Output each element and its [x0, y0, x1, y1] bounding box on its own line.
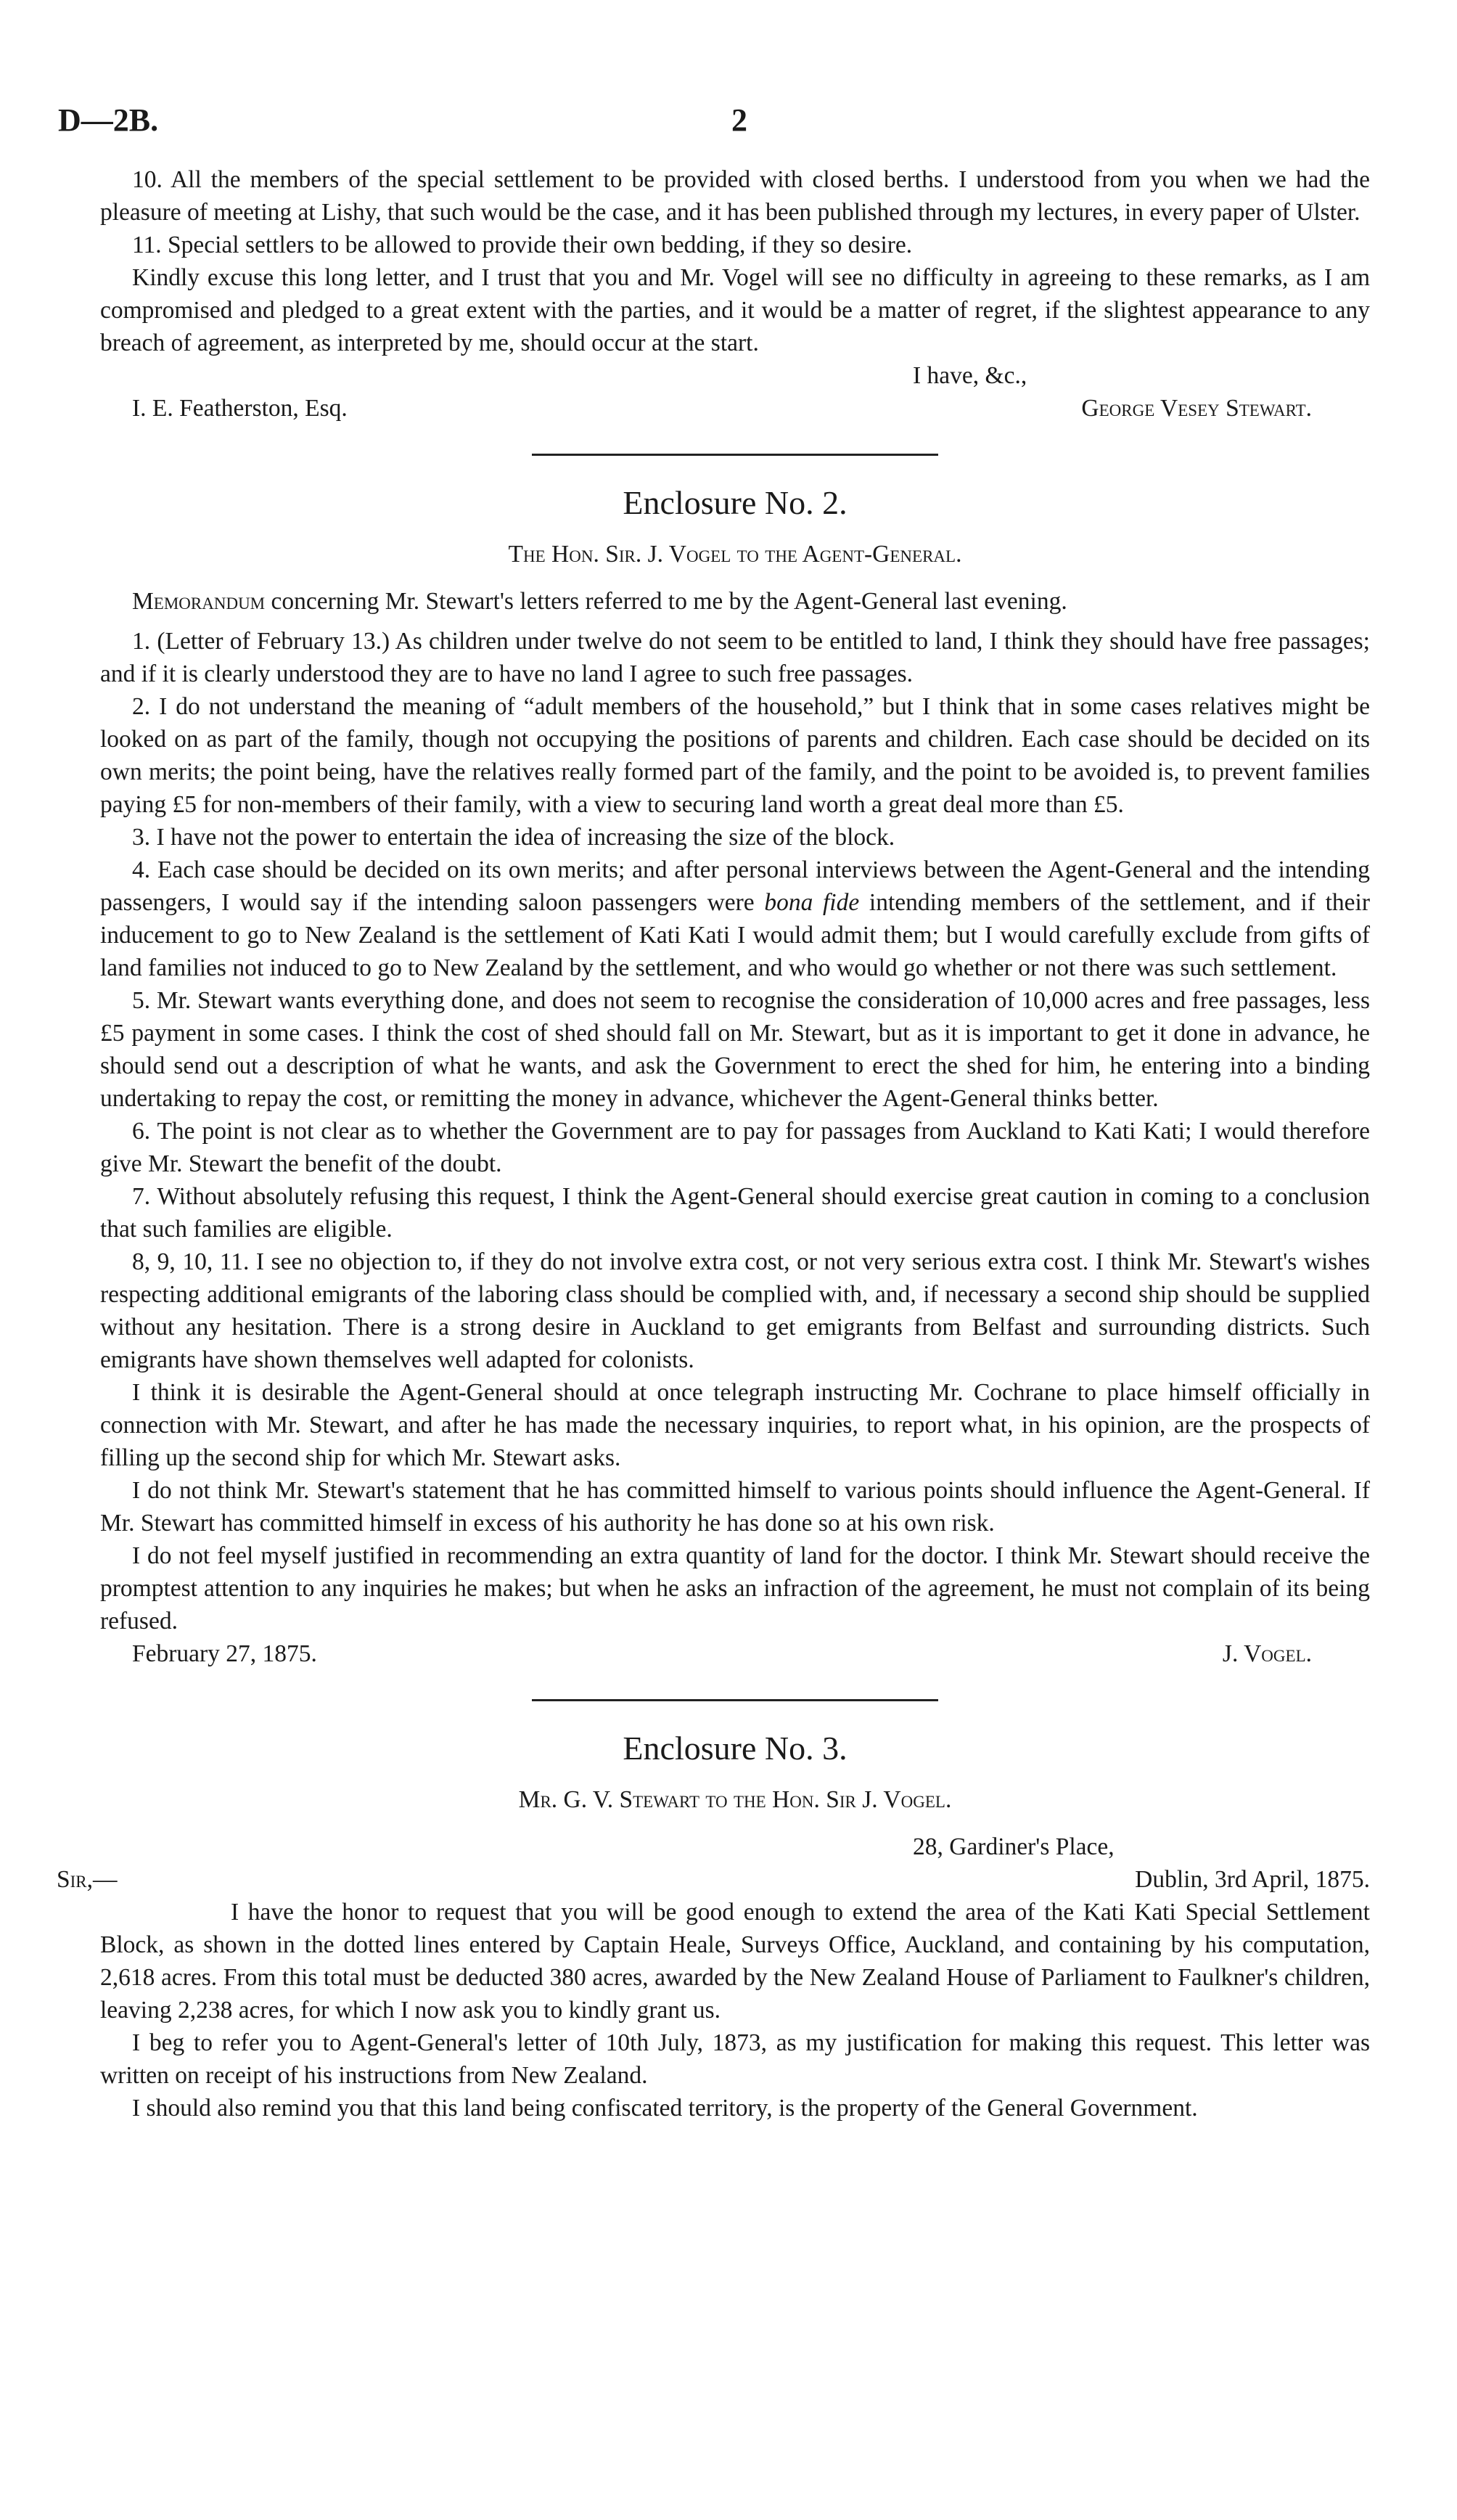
addressee: I. E. Featherston, Esq.: [132, 395, 348, 422]
paragraph: 1. (Letter of February 13.) As children under twelve do not seem to be entitled to land, I think they should have free passages; and if it is clearly understood they are to have no land I agree to such free passages.: [100, 628, 1370, 687]
enclosure-title: Enclosure No. 2.: [623, 484, 847, 521]
section-divider: [532, 454, 938, 456]
address-line: Dublin, 3rd April, 1875.: [1135, 1866, 1370, 1893]
paragraph: I have the honor to request that you will be good enough to extend the area of the Kati Kati Special Settlement Block, as shown in the dotted lines entered by Captain Heale, Surveys Office, Auckland, and containing by his computation, 2,618 acres. From this total must be deducted 380 acres, awarded by the New Zealand House of Parliament to Faulkner's children, leaving 2,238 acres, for which I now ask you to kindly grant us.: [100, 1899, 1370, 2024]
paragraph-text: 4. Each case should be decided on its own merits; and after personal interviews between the Agent-General and the intending passengers, I would say if the intending saloon passengers were: [100, 856, 1370, 916]
salutation-row: [57, 1863, 1370, 1896]
address-row: [100, 1830, 1370, 1863]
paragraph: 5. Mr. Stewart wants everything done, and does not seem to recognise the consideration of 10,000 acres and free passages, less £5 payment in some cases. I think the cost of shed should fall on Mr. Stewart, but as it is important to get it done in advance, he should send out a description of what he wants, and ask the Government to erect the shed for him, he entering into a binding undertaking to repay the cost, or remitting the money in advance, whichever the Agent-General thinks better.: [100, 987, 1370, 1112]
memorandum-intro: [100, 585, 1370, 618]
address-line: 28, Gardiner's Place,: [913, 1833, 1115, 1860]
signature-row: [100, 392, 1370, 425]
paragraph: I think it is desirable the Agent-General should at once telegraph instructing Mr. Cochrane to place himself officially in connection with Mr. Stewart, and after he has made the necessary inquiries, to report what, in his opinion, are the prospects of filling up the second ship for which Mr. Stewart asks.: [100, 1379, 1370, 1471]
page-header: [58, 102, 1399, 145]
paragraph: 7. Without absolutely refusing this request, I think the Agent-General should exercise great caution in coming to a conclusion that such families are eligible.: [100, 1183, 1370, 1243]
letter-date: February 27, 1875.: [132, 1640, 317, 1667]
document-reference: D—2B.: [58, 102, 159, 138]
paragraph: 6. The point is not clear as to whether the Government are to pay for passages from Auckland to Kati Kati; I would therefore give Mr. Stewart the benefit of the doubt.: [100, 1118, 1370, 1177]
closing-row: [100, 359, 1370, 392]
memorandum-lead: Memorandum: [132, 588, 266, 615]
paragraph: I do not think Mr. Stewart's statement that he has committed himself to various points should influence the Agent-General. If Mr. Stewart has committed himself in excess of his authority he has done so at his own risk.: [100, 1477, 1370, 1537]
paragraph: 3. I have not the power to entertain the idea of increasing the size of the block.: [132, 824, 895, 851]
paragraph: I beg to refer you to Agent-General's letter of 10th July, 1873, as my justification for making this request. This letter was written on receipt of his instructions from New Zealand.: [100, 2029, 1370, 2089]
paragraph: 11. Special settlers to be allowed to provide their own bedding, if they so desire.: [132, 232, 913, 258]
enclosure-title: Enclosure No. 3.: [623, 1730, 847, 1767]
paragraph: 10. All the members of the special settlement to be provided with closed berths. I understood from you when we had the pleasure of meeting at Lishy, that such would be the case, and it has been published through my lectures, in every paper of Ulster.: [100, 166, 1370, 226]
page-number: 2: [731, 102, 747, 138]
paragraph: 2. I do not understand the meaning of “adult members of the household,” but I think that in some cases relatives might be looked on as part of the family, though not occupying the positions of parents and children. Each case should be decided on its own merits; the point being, have the relatives really formed part of the family, and the point to be avoided is, to prevent families paying £5 for non-members of their family, with a view to securing land worth a great deal more than £5.: [100, 693, 1370, 818]
enclosure-subtitle: Mr. G. V. Stewart to the Hon. Sir J. Vogel.: [518, 1786, 952, 1813]
paragraph: [100, 854, 1370, 984]
paragraph: 8, 9, 10, 11. I see no objection to, if they do not involve extra cost, or not very serious extra cost. I think Mr. Stewart's wishes respecting additional emigrants of the laboring class should be complied with, and, if necessary a second ship should be supplied without any hesitation. There is a strong desire in Auckland to get emigrants from Belfast and surrounding districts. Such emigrants have shown themselves well adapted for colonists.: [100, 1248, 1370, 1373]
signature: J. Vogel.: [1222, 1640, 1312, 1667]
paragraph: I do not feel myself justified in recommending an extra quantity of land for the doctor. I think Mr. Stewart should receive the promptest attention to any inquiries he makes; but when he asks an infraction of the agreement, he must not complain of its being refused.: [100, 1542, 1370, 1635]
italic-phrase: bona fide: [764, 889, 860, 916]
memorandum-rest: concerning Mr. Stewart's letters referred to me by the Agent-General last evening.: [265, 588, 1067, 615]
signature: George Vesey Stewart.: [1081, 395, 1312, 422]
enclosure-subtitle: The Hon. Sir. J. Vogel to the Agent-General.: [508, 541, 962, 568]
closing-phrase: I have, &c.,: [913, 362, 1027, 389]
paragraph-text: intending members of the settlement, and if their inducement to go to New Zealand is the settlement of Kati Kati I would admit them; but I would carefully exclude from gifts of land families not induced to go to New Zealand by the settlement, and who would go whether or not there was such settlement.: [100, 889, 1371, 981]
page-content: [57, 163, 1371, 2124]
salutation: Sir,—: [57, 1866, 118, 1893]
section-divider: [532, 1699, 938, 1701]
paragraph: I should also remind you that this land being confiscated territory, is the property of the General Government.: [132, 2095, 1198, 2122]
paragraph: Kindly excuse this long letter, and I trust that you and Mr. Vogel will see no difficulty in agreeing to these remarks, as I am compromised and pledged to a great extent with the parties, and it would be a matter of regret, if the slightest appearance to any breach of agreement, as interpreted by me, should occur at the start.: [100, 264, 1370, 356]
date-signature-row: [100, 1637, 1370, 1670]
